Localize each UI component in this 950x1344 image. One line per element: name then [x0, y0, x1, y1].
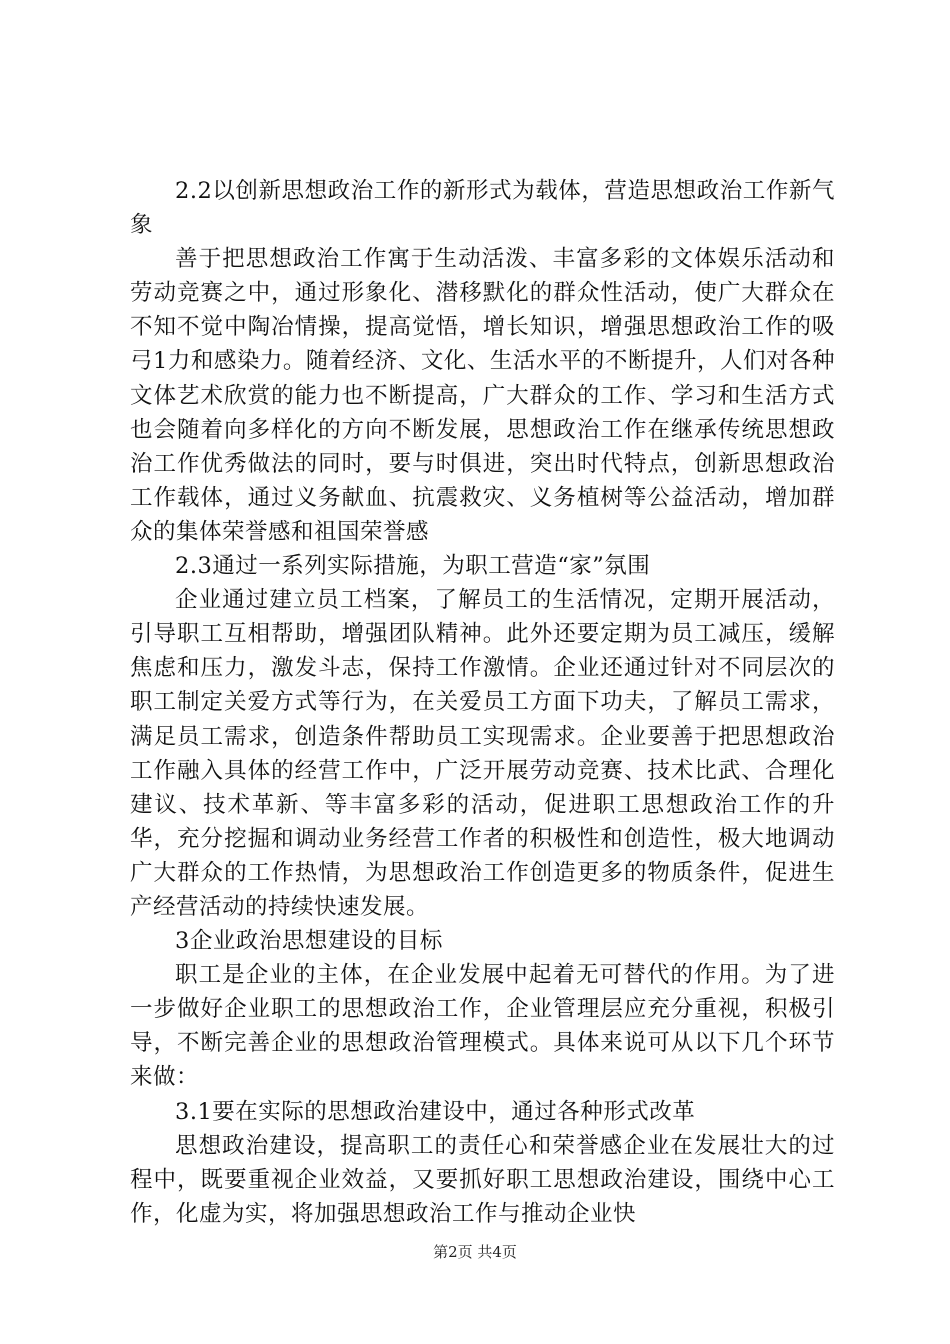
section-heading-2-2: 2.2以创新思想政治工作的新形式为载体，营造思想政治工作新气象	[130, 178, 835, 239]
body-paragraph: 企业通过建立员工档案，了解员工的生活情况，定期开展活动，引导职工互相帮助，增强团队精神。此外还要定期为员工减压，缓解焦虑和压力，激发斗志，保持工作激情。企业还通过针对不同层次的职工制定关爱方式等行为，在关爱员工方面下功夫，了解员工需求，满足员工需求，创造条件帮助员工实现需求。企业要善于把思想政治工作融入具体的经营工作中，广泛开展劳动竞赛、技术比武、合理化建议、技术革新、等丰富多彩的活动，促进职工思想政治工作的升华，充分挖掘和调动业务经营工作者的积极性和创造性，极大地调动广大群众的工作热情，为思想政治工作创造更多的物质条件，促进生产经营活动的持续快速发展。	[130, 587, 835, 920]
body-paragraph: 善于把思想政治工作寓于生动活泼、丰富多彩的文体娱乐活动和劳动竞赛之中，通过形象化、潜移默化的群众性活动，使广大群众在不知不觉中陶冶情操，提高觉悟，增长知识，增强思想政治工作的吸弓1力和感染力。随着经济、文化、生活水平的不断提升，人们对各种文体艺术欣赏的能力也不断提高，广大群众的工作、学习和生活方式也会随着向多样化的方向不断发展，思想政治工作在继承传统思想政治工作优秀做法的同时，要与时俱进，突出时代特点，创新思想政治工作载体，通过义务献血、抗震救灾、义务植树等公益活动，增加群众的集体荣誉感和祖国荣誉感	[130, 246, 835, 545]
section-heading-3: 3企业政治思想建设的目标	[175, 928, 443, 955]
document-body	[130, 174, 835, 1231]
body-paragraph: 思想政治建设，提高职工的责任心和荣誉感企业在发展壮大的过程中，既要重视企业效益，又要抓好职工思想政治建设，围绕中心工作，化虚为实，将加强思想政治工作与推动企业快	[130, 1132, 835, 1227]
page-number-footer: 第2页 共4页	[433, 1243, 517, 1261]
section-heading-2-3: 2.3通过一系列实际措施，为职工营造“家”氛围	[175, 553, 651, 580]
body-paragraph: 职工是企业的主体，在企业发展中起着无可替代的作用。为了进一步做好企业职工的思想政治工作，企业管理层应充分重视，积极引导，不断完善企业的思想政治管理模式。具体来说可从以下几个环节来做：	[130, 962, 835, 1091]
section-heading-3-1: 3.1要在实际的思想政治建设中，通过各种形式改革	[175, 1098, 696, 1125]
